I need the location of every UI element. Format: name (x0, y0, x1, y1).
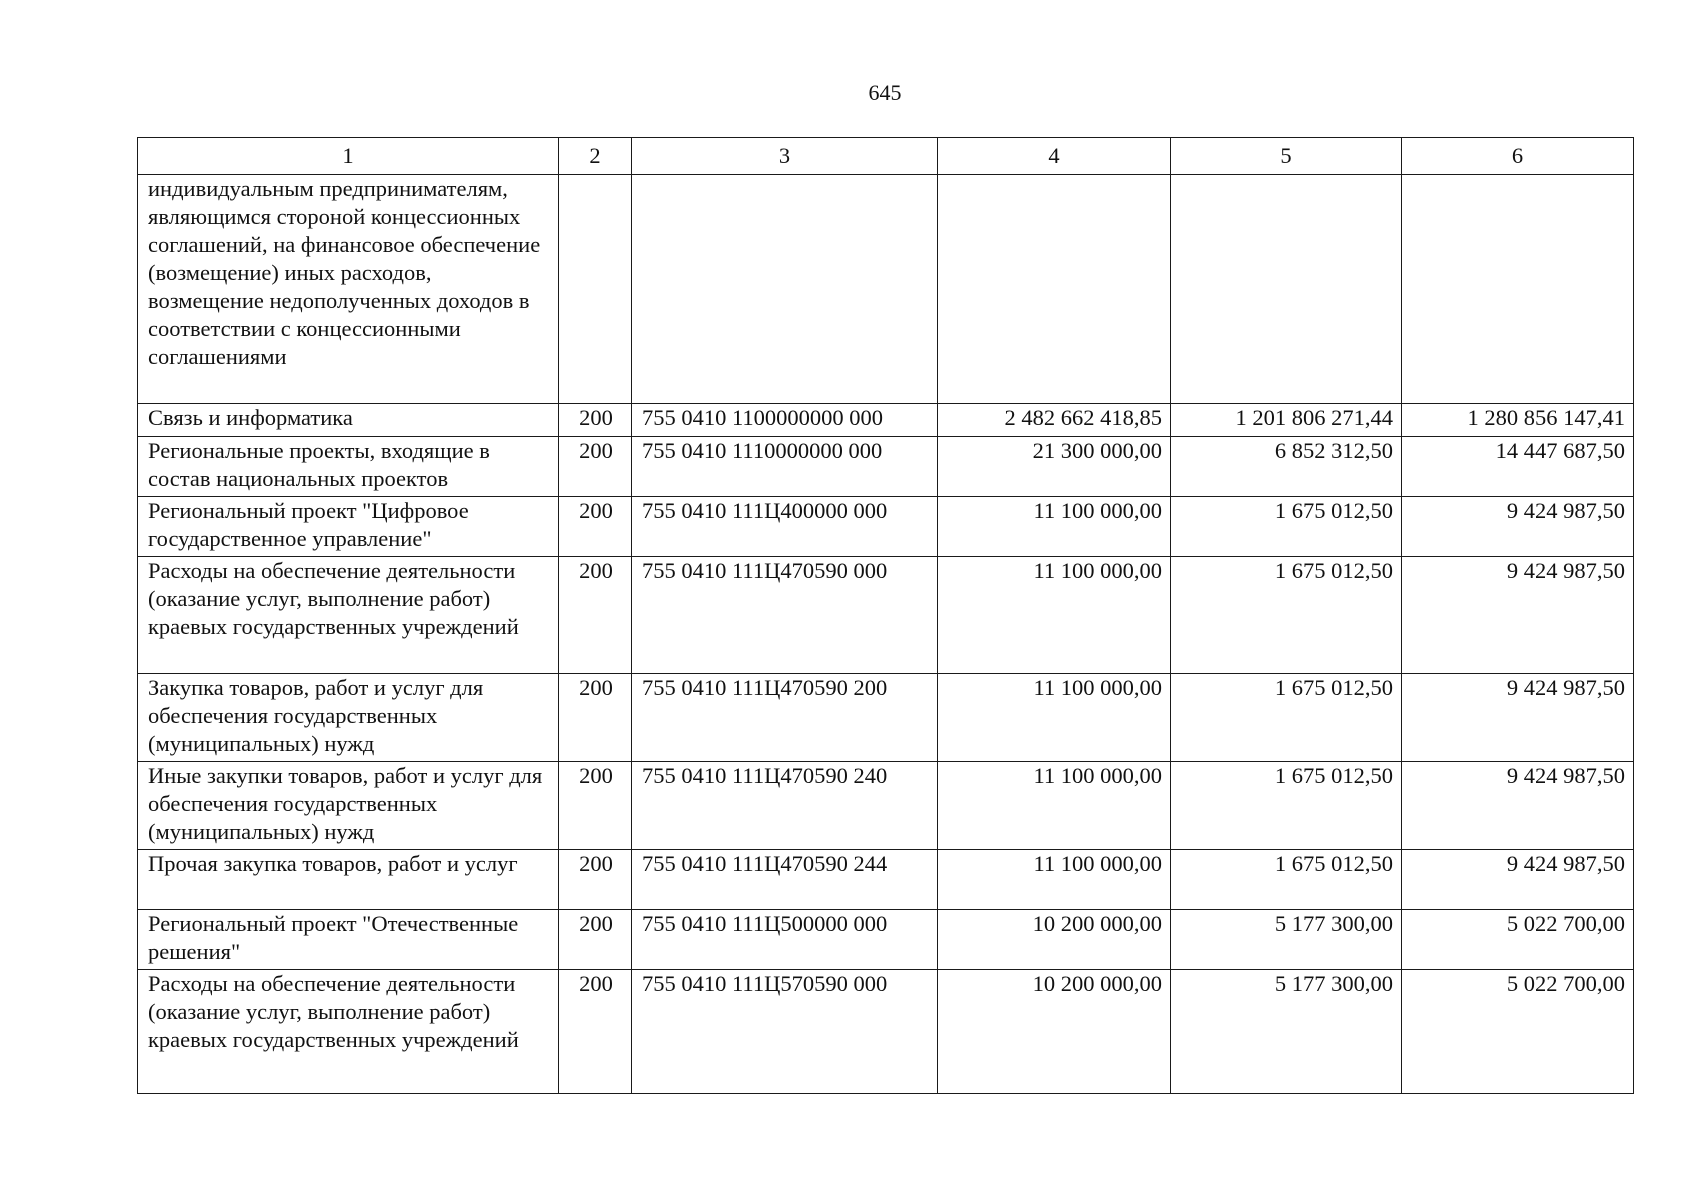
row-value-col6: 5 022 700,00 (1402, 910, 1634, 970)
row-code-cell: 200 (559, 437, 632, 497)
table-row (138, 557, 1634, 674)
row-value-col6: 9 424 987,50 (1402, 762, 1634, 850)
row-code-cell: 200 (559, 674, 632, 762)
row-value-col4: 10 200 000,00 (938, 970, 1171, 1094)
row-value-col4: 11 100 000,00 (938, 557, 1171, 674)
column-header: 5 (1171, 138, 1402, 175)
row-name-cell: Расходы на обеспечение деятельности (оказание услуг, выполнение работ) краевых государственных учреждений (138, 557, 559, 674)
row-code-cell: 200 (559, 762, 632, 850)
row-value-col4 (938, 175, 1171, 404)
table-row (138, 674, 1634, 762)
budget-table (137, 137, 1634, 1094)
column-header: 2 (559, 138, 632, 175)
row-value-col6 (1402, 175, 1634, 404)
row-code-cell: 200 (559, 970, 632, 1094)
row-code-cell (559, 175, 632, 404)
row-value-col5: 6 852 312,50 (1171, 437, 1402, 497)
table-row (138, 175, 1634, 404)
row-kbk-cell: 755 0410 111Ц500000 000 (632, 910, 938, 970)
row-value-col4: 10 200 000,00 (938, 910, 1171, 970)
row-value-col5: 1 675 012,50 (1171, 557, 1402, 674)
row-kbk-cell: 755 0410 111Ц470590 000 (632, 557, 938, 674)
row-kbk-cell: 755 0410 1100000000 000 (632, 404, 938, 437)
table-row (138, 910, 1634, 970)
row-name-cell: Прочая закупка товаров, работ и услуг (138, 850, 559, 910)
row-name-cell: Расходы на обеспечение деятельности (оказание услуг, выполнение работ) краевых государственных учреждений (138, 970, 559, 1094)
table-row (138, 762, 1634, 850)
column-header: 3 (632, 138, 938, 175)
row-name-cell: Иные закупки товаров, работ и услуг для обеспечения государственных (муниципальных) нужд (138, 762, 559, 850)
row-code-cell: 200 (559, 557, 632, 674)
column-header: 1 (138, 138, 559, 175)
row-value-col6: 9 424 987,50 (1402, 674, 1634, 762)
row-kbk-cell: 755 0410 111Ц470590 200 (632, 674, 938, 762)
row-kbk-cell: 755 0410 111Ц400000 000 (632, 497, 938, 557)
column-header: 6 (1402, 138, 1634, 175)
row-value-col4: 2 482 662 418,85 (938, 404, 1171, 437)
row-value-col6: 9 424 987,50 (1402, 497, 1634, 557)
row-value-col6: 14 447 687,50 (1402, 437, 1634, 497)
row-code-cell: 200 (559, 910, 632, 970)
row-value-col5: 1 201 806 271,44 (1171, 404, 1402, 437)
row-value-col6: 1 280 856 147,41 (1402, 404, 1634, 437)
page-number: 645 (868, 80, 902, 105)
table-row (138, 850, 1634, 910)
row-value-col5: 1 675 012,50 (1171, 850, 1402, 910)
table-row (138, 404, 1634, 437)
column-header: 4 (938, 138, 1171, 175)
row-value-col5: 5 177 300,00 (1171, 910, 1402, 970)
row-code-cell: 200 (559, 850, 632, 910)
row-name-cell: Региональный проект "Цифровое государственное управление" (138, 497, 559, 557)
row-value-col4: 11 100 000,00 (938, 850, 1171, 910)
table-row (138, 497, 1634, 557)
row-value-col5: 1 675 012,50 (1171, 497, 1402, 557)
row-value-col5: 5 177 300,00 (1171, 970, 1402, 1094)
table-row (138, 970, 1634, 1094)
row-name-cell: Связь и информатика (138, 404, 559, 437)
row-value-col6: 5 022 700,00 (1402, 970, 1634, 1094)
row-kbk-cell: 755 0410 111Ц470590 240 (632, 762, 938, 850)
row-value-col5 (1171, 175, 1402, 404)
row-value-col6: 9 424 987,50 (1402, 850, 1634, 910)
row-name-cell: Региональные проекты, входящие в состав национальных проектов (138, 437, 559, 497)
row-name-cell: индивидуальным предпринимателям, являющимся стороной концессионных соглашений, на финансовое обеспечение (возмещение) иных расходов, возмещение недополученных доходов в соответствии с концессионными соглашениями (138, 175, 559, 404)
row-value-col4: 11 100 000,00 (938, 674, 1171, 762)
table-header-row (138, 138, 1634, 175)
row-value-col6: 9 424 987,50 (1402, 557, 1634, 674)
table-row (138, 437, 1634, 497)
row-name-cell: Региональный проект "Отечественные решения" (138, 910, 559, 970)
row-name-cell: Закупка товаров, работ и услуг для обеспечения государственных (муниципальных) нужд (138, 674, 559, 762)
row-value-col5: 1 675 012,50 (1171, 674, 1402, 762)
row-value-col5: 1 675 012,50 (1171, 762, 1402, 850)
row-kbk-cell: 755 0410 111Ц470590 244 (632, 850, 938, 910)
row-kbk-cell: 755 0410 111Ц570590 000 (632, 970, 938, 1094)
row-value-col4: 21 300 000,00 (938, 437, 1171, 497)
row-code-cell: 200 (559, 497, 632, 557)
row-kbk-cell: 755 0410 1110000000 000 (632, 437, 938, 497)
row-kbk-cell (632, 175, 938, 404)
row-value-col4: 11 100 000,00 (938, 762, 1171, 850)
row-code-cell: 200 (559, 404, 632, 437)
row-value-col4: 11 100 000,00 (938, 497, 1171, 557)
